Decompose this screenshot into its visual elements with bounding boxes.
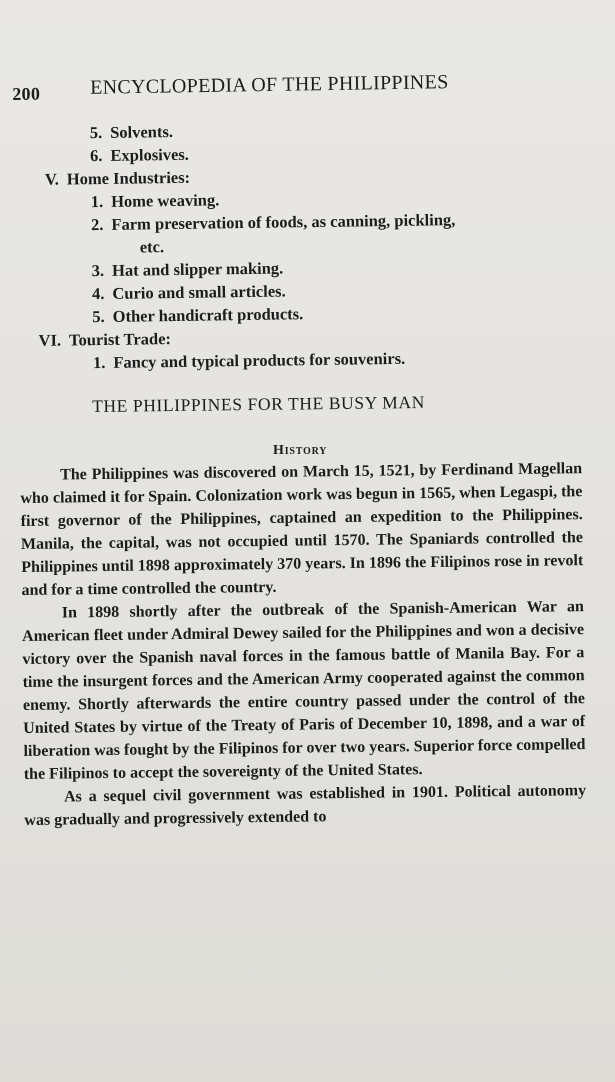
history-text xyxy=(20,457,586,832)
outline-number: 3. xyxy=(91,260,105,281)
outline-text: Fancy and typical products for souvenirs. xyxy=(113,348,406,372)
outline-number: 4. xyxy=(91,283,105,304)
outline-text: Home Industries: xyxy=(66,167,191,189)
outline-text: Solvents. xyxy=(110,122,174,142)
page-number: 200 xyxy=(12,83,41,104)
outline-text: Hat and slipper making. xyxy=(111,258,284,280)
outline-text: Home weaving. xyxy=(110,190,220,211)
outline-number: 6. xyxy=(89,145,103,166)
outline-number: 5. xyxy=(92,306,105,327)
outline-text: Explosives. xyxy=(110,144,190,165)
outline-text: etc. xyxy=(139,237,165,257)
outline-number: 1. xyxy=(92,352,106,373)
industry-outline xyxy=(30,114,593,375)
paragraph: In 1898 shortly after the outbreak of the Spanish-American War an American fleet under Admiral Dewey sailed for the Philippines and won a decisive victory over the Spanish naval forces in the famous battle of Manila Bay. For a time the insurgent forces and the American Army cooperated against the common enemy. Shortly afterwards the entire country passed under the control of the United States by virtue of the Treaty of Paris of December 10, 1898, and a war of liberation was fought by the Filipinos for over two years. Superior force compelled the Filipinos to accept the sovereignty of the United States. xyxy=(22,598,586,783)
outline-text: Other handicraft products. xyxy=(112,304,304,326)
running-title: ENCYCLOPEDIA OF THE PHILIPPINES xyxy=(89,71,449,99)
outline-text: Tourist Trade: xyxy=(68,329,172,350)
outline-text: Farm preservation of foods, as canning, pickling, xyxy=(111,210,456,234)
paragraph: As a sequel civil government was established in 1901. Political autonomy was gradually and progressively extended to xyxy=(24,782,587,829)
outline-text: Curio and small articles. xyxy=(112,281,286,303)
outline-number: 1. xyxy=(90,191,104,212)
outline-number: VI. xyxy=(38,330,62,350)
section-heading: THE PHILIPPINES FOR THE BUSY MAN xyxy=(92,391,426,416)
running-head xyxy=(12,69,582,110)
outline-number: 2. xyxy=(90,214,104,235)
section-subheading: History xyxy=(273,443,328,458)
outline-number: V. xyxy=(44,169,59,189)
paragraph: The Philippines was discovered on March 15, 1521, by Ferdinand Magellan who claimed it for Spain. Colonization work was begun in 1565, when Legaspi, the first governor of the Philippines, captained an expedition to the Philippines. Manila, the capital, was not occupied until 1570. The Spaniards controlled the Philippines until 1898 approximately 370 years. In 1896 the Filipinos rose in revolt and for a time controlled the country. xyxy=(20,460,584,599)
outline-number: 5. xyxy=(89,122,103,143)
